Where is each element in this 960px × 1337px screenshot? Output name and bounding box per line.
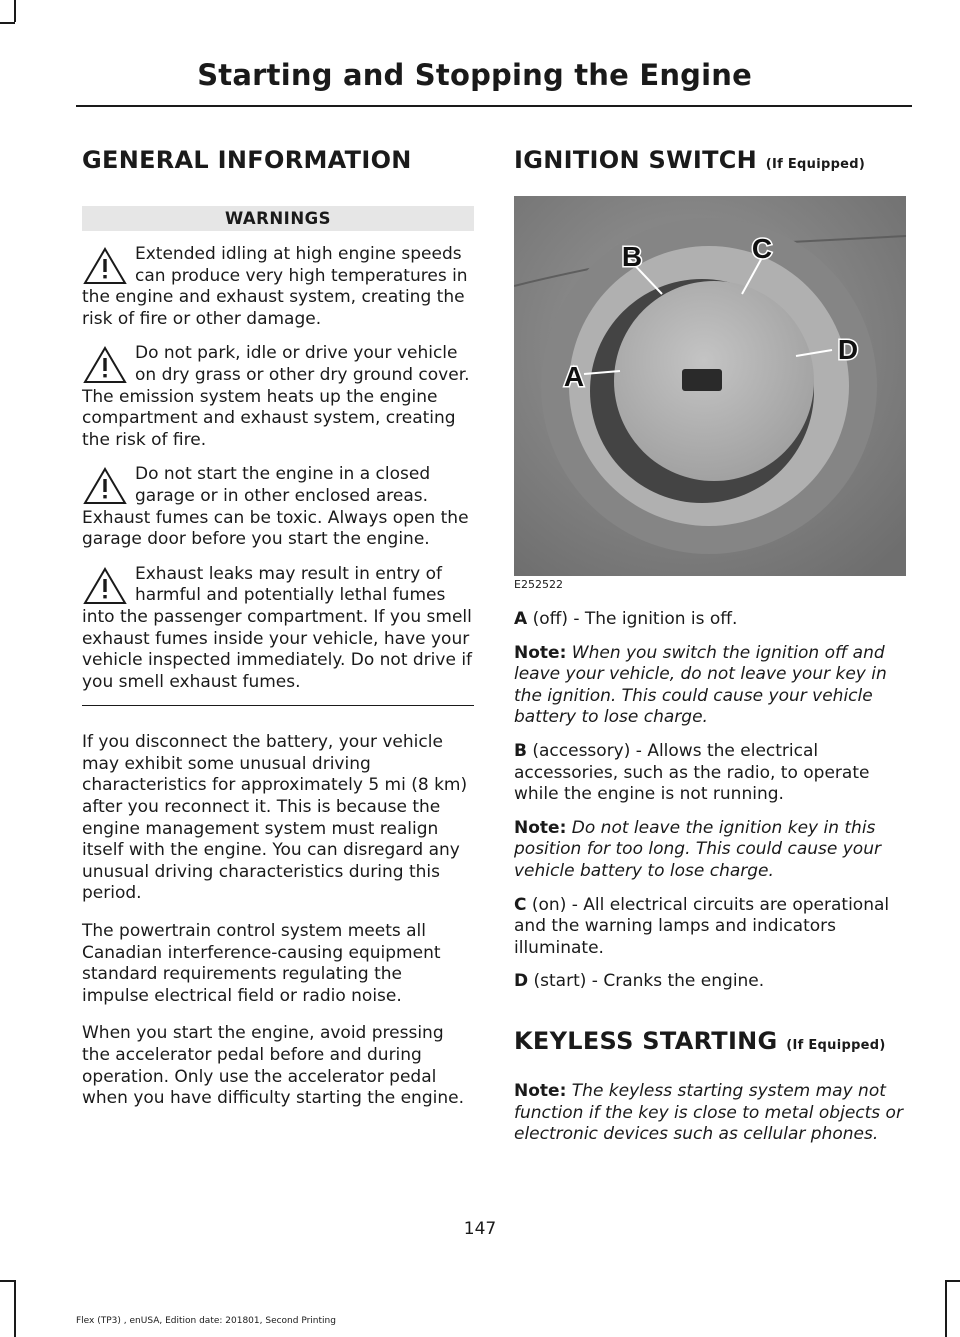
position-label-a: A <box>563 361 585 392</box>
note <box>514 818 906 883</box>
warning-text: Do not start the engine in a closed garage or in other enclosed areas. Exhaust fumes can be toxic. Always open the garage door before you start the engine. <box>82 464 469 550</box>
footer-edition: Flex (TP3) , enUSA, Edition date: 201801, Second Printing <box>76 1316 336 1326</box>
warning-text: Exhaust leaks may result in entry of harmful and potentially lethal fumes into the passenger compartment. If you smell exhaust fumes inside your vehicle, have your vehicle inspected immediately. Do not drive if you smell exhaust fumes. <box>82 563 473 692</box>
warnings-bar: WARNINGS <box>82 206 474 231</box>
warnings-divider <box>82 705 474 706</box>
warning-triangle-icon <box>82 345 128 385</box>
crop-mark <box>0 22 15 24</box>
note-label: Note: <box>514 642 567 663</box>
position-description: (off) - The ignition is off. <box>527 609 738 629</box>
crop-mark <box>14 1280 16 1337</box>
key-slot <box>682 369 722 391</box>
note-text: Do not leave the ignition key in this position for too long. This could cause your vehicle battery to lose charge. <box>514 817 881 881</box>
section-heading-ignition <box>514 146 906 174</box>
crop-mark <box>0 1280 15 1282</box>
note <box>514 643 906 729</box>
warning-item <box>82 343 474 451</box>
figure-caption: E252522 <box>514 578 563 591</box>
crop-mark <box>945 1280 947 1337</box>
heading-qualifier: (If Equipped) <box>786 1037 886 1053</box>
ignition-position-d <box>514 971 906 993</box>
position-key: B <box>514 740 527 761</box>
warning-text: Extended idling at high engine speeds can produce very high temperatures in the engine and exhaust system, creating the risk of fire or other damage. <box>82 244 468 329</box>
warning-triangle-icon <box>82 466 128 506</box>
heading-qualifier: (If Equipped) <box>765 157 866 172</box>
left-column <box>82 146 474 1110</box>
section-heading-keyless <box>514 1027 906 1055</box>
note-text: The keyless starting system may not function if the key is close to metal objects or electronic devices such as cellular phones. <box>514 1080 903 1145</box>
position-description: (on) - All electrical circuits are operational and the warning lamps and indicators illuminate. <box>514 894 890 958</box>
warning-triangle-icon <box>82 566 128 606</box>
section-heading-general: GENERAL INFORMATION <box>82 146 412 174</box>
note <box>514 1081 906 1146</box>
position-label-c: C <box>751 233 773 264</box>
position-description: (accessory) - Allows the electrical accessories, such as the radio, to operate while the engine is not running. <box>514 740 870 805</box>
body-paragraph: The powertrain control system meets all Canadian interference-causing equipment standard requirements regulating the impulse electrical field or radio noise. <box>82 921 441 1006</box>
note-label: Note: <box>514 817 567 838</box>
position-label-d: D <box>837 334 859 365</box>
heading-text: KEYLESS STARTING <box>514 1026 778 1055</box>
position-label-b: B <box>621 241 643 272</box>
body-paragraph: When you start the engine, avoid pressing the accelerator pedal before and during operation. Only use the accelerator pedal when you have difficulty starting the engine. <box>82 1023 464 1109</box>
position-key: C <box>514 894 527 915</box>
warning-item <box>82 244 474 330</box>
crop-mark <box>14 0 16 22</box>
body-paragraph: If you disconnect the battery, your vehicle may exhibit some unusual driving characteristics for approximately 5 mi (8 km) after you reconnect it. This is because the engine management system must realign itself with the engine. You can disregard any unusual driving characteristics during this period. <box>82 732 468 904</box>
crop-mark <box>945 1280 960 1282</box>
ignition-position-a <box>514 609 906 631</box>
warning-item <box>82 564 474 694</box>
warning-item <box>82 464 474 550</box>
ignition-position-c <box>514 895 906 960</box>
header-rule <box>76 105 912 107</box>
note-label: Note: <box>514 1080 567 1101</box>
warning-text: Do not park, idle or drive your vehicle on dry grass or other dry ground cover. The emission system heats up the engine compartment and exhaust system, creating the risk of fire. <box>82 343 470 450</box>
ignition-switch-illustration <box>514 196 906 576</box>
position-key: D <box>514 971 529 992</box>
ignition-switch-diagram <box>514 196 906 576</box>
page-number: 147 <box>463 1219 497 1239</box>
warning-triangle-icon <box>82 246 128 286</box>
position-description: (start) - Cranks the engine. <box>528 971 765 992</box>
ignition-position-b <box>514 741 906 806</box>
position-key: A <box>514 609 528 629</box>
right-column <box>514 146 906 1146</box>
note-text: When you switch the ignition off and leave your vehicle, do not leave your key in the ignition. This could cause your vehicle battery to lose charge. <box>514 642 887 728</box>
page-header-title: Starting and Stopping the Engine <box>197 58 752 92</box>
heading-text: IGNITION SWITCH <box>514 146 758 174</box>
